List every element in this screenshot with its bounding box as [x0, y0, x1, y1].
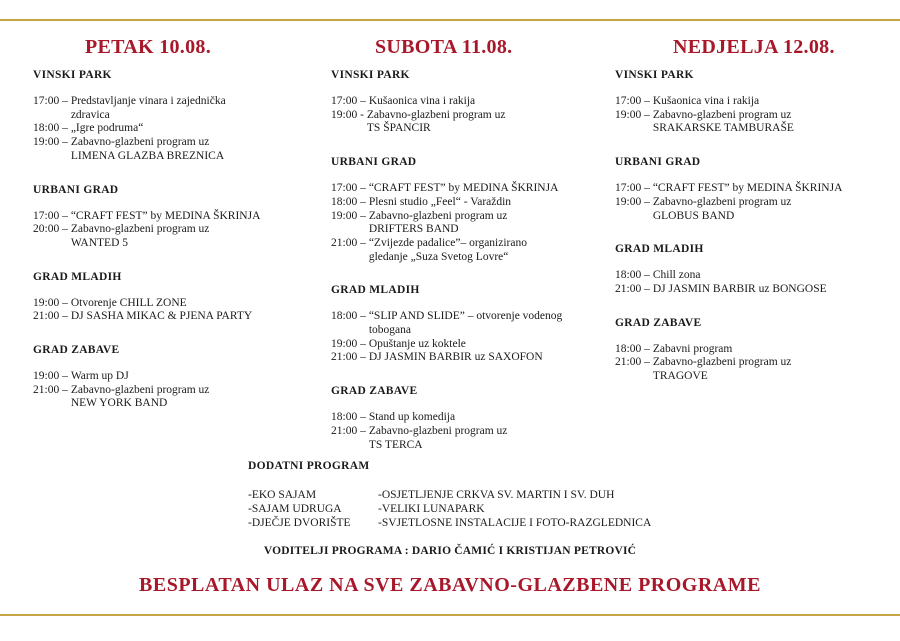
- additional-item: -VELIKI LUNAPARK: [378, 503, 485, 515]
- venue-heading: GRAD ZABAVE: [33, 344, 120, 357]
- event-row: [615, 95, 880, 109]
- event-description: [650, 95, 759, 109]
- event-time: 21:00 –: [331, 424, 366, 437]
- event-time: 17:00 –: [331, 95, 366, 107]
- event-time: 21:00 –: [331, 236, 366, 249]
- event-line: LIMENA GLAZBA BREZNICA: [70, 149, 225, 162]
- event-time: 19:00 –: [33, 370, 68, 383]
- additional-item: -DJEČJE DVORIŠTE: [248, 517, 351, 529]
- venue-heading: GRAD ZABAVE: [615, 316, 702, 329]
- event-line: Zabavno-glazbeni program uz: [70, 223, 210, 236]
- event-line: tobogana: [368, 324, 411, 337]
- event-description: [68, 297, 187, 311]
- event-row: [331, 95, 596, 109]
- event-line: Opuštanje uz koktele: [368, 337, 466, 350]
- event-list: [33, 210, 298, 251]
- event-list: [331, 310, 596, 365]
- event-line: gledanje „Suza Svetog Lovre“: [368, 250, 509, 263]
- top-gold-rule: [0, 19, 900, 21]
- event-row: [33, 223, 298, 250]
- free-entry-banner: BESPLATAN ULAZ NA SVE ZABAVNO-GLAZBENE PROGRAME: [139, 574, 761, 596]
- bottom-gold-rule: [0, 614, 900, 616]
- event-line: Stand up komedija: [368, 411, 456, 424]
- event-row: [33, 122, 298, 136]
- event-description: [650, 356, 792, 383]
- event-time: 18:00 –: [615, 269, 650, 282]
- event-list: [615, 95, 880, 136]
- event-row: [331, 182, 596, 196]
- event-row: [33, 95, 298, 122]
- event-row: [33, 370, 298, 384]
- event-time: 19:00 –: [33, 136, 68, 149]
- venue-heading: GRAD MLADIH: [331, 284, 420, 297]
- event-line: DJ JASMIN BARBIR uz BONGOSE: [652, 282, 827, 295]
- additional-program: [248, 460, 848, 530]
- event-description: [650, 182, 843, 196]
- venue-list: [331, 69, 596, 452]
- event-line: DJ JASMIN BARBIR uz SAXOFON: [368, 351, 543, 364]
- event-description: [68, 95, 226, 122]
- additional-program-right: [378, 488, 651, 530]
- event-time: 17:00 –: [615, 182, 650, 195]
- event-description: [68, 136, 224, 163]
- event-row: [331, 210, 596, 237]
- additional-item: -SVJETLOSNE INSTALACIJE I FOTO-RAZGLEDNICA: [378, 517, 652, 529]
- event-row: [33, 210, 298, 224]
- event-line: Plesni studio „Feel“ - Varaždin: [368, 195, 512, 208]
- event-row: [33, 136, 298, 163]
- event-description: [366, 338, 466, 352]
- event-time: 19:00 –: [331, 337, 366, 350]
- event-time: 19:00 –: [615, 195, 650, 208]
- event-description: [366, 237, 527, 264]
- event-line: Zabavni program: [652, 342, 733, 355]
- event-description: [650, 109, 794, 136]
- event-row: [331, 109, 596, 136]
- day-title: PETAK 10.08.: [85, 36, 212, 58]
- event-description: [68, 384, 210, 411]
- event-time: 18:00 –: [331, 195, 366, 208]
- event-line: Kušaonica vina i rakija: [368, 95, 476, 107]
- day-column-saturday: [331, 36, 596, 472]
- event-time: 17:00 –: [331, 182, 366, 195]
- event-line: “CRAFT FEST” by MEDINA ŠKRINJA: [652, 182, 843, 195]
- event-line: WANTED 5: [70, 236, 128, 249]
- event-line: “Zvijezde padalice”– organizirano: [368, 236, 527, 249]
- venue-heading: GRAD MLADIH: [615, 243, 704, 256]
- event-time: 20:00 –: [33, 223, 68, 236]
- event-list: [615, 343, 880, 384]
- event-line: DJ SASHA MIKAC & PJENA PARTY: [70, 310, 253, 323]
- event-time: 17:00 –: [33, 209, 68, 222]
- event-row: [33, 297, 298, 311]
- event-row: [331, 351, 596, 365]
- additional-program-grid: [248, 488, 848, 530]
- event-time: 19:00 –: [33, 296, 68, 309]
- event-line: “CRAFT FEST” by MEDINA ŠKRINJA: [368, 182, 559, 195]
- day-title: SUBOTA 11.08.: [375, 36, 513, 58]
- venue-heading: VINSKI PARK: [331, 69, 410, 81]
- additional-item: -OSJETLJENJE CRKVA SV. MARTIN I SV. DUH: [378, 489, 615, 501]
- additional-item: -EKO SAJAM: [248, 489, 317, 501]
- event-line: Predstavljanje vinara i zajednička: [70, 95, 226, 107]
- event-time: 19:00 –: [331, 209, 366, 222]
- event-row: [331, 196, 596, 210]
- day-column-sunday: [615, 36, 880, 404]
- event-row: [331, 237, 596, 264]
- venue-heading: VINSKI PARK: [615, 69, 694, 81]
- event-line: Zabavno-glazbeni program uz: [70, 383, 210, 396]
- event-line: Zabavno-glazbeni program uz: [368, 424, 508, 437]
- event-list: [33, 370, 298, 411]
- event-description: [366, 351, 543, 365]
- event-description: [650, 269, 701, 283]
- event-description: [366, 425, 508, 452]
- event-description: [68, 310, 252, 324]
- venue-heading: GRAD ZABAVE: [331, 385, 418, 398]
- event-line: DRIFTERS BAND: [368, 223, 459, 236]
- event-line: Zabavno-glazbeni program uz: [652, 195, 792, 208]
- event-line: TS TERCA: [368, 438, 423, 451]
- event-list: [331, 95, 596, 136]
- day-title: NEDJELJA 12.08.: [673, 36, 835, 58]
- event-time: 19:00 –: [615, 108, 650, 121]
- event-line: Zabavno-glazbeni program uz: [366, 108, 506, 121]
- additional-item: -SAJAM UDRUGA: [248, 503, 342, 515]
- event-description: [68, 223, 210, 250]
- event-time: 21:00 –: [615, 356, 650, 369]
- venue-heading: URBANI GRAD: [615, 156, 701, 169]
- event-line: zdravica: [70, 108, 110, 121]
- event-time: 18:00 –: [33, 122, 68, 135]
- event-line: Zabavno-glazbeni program uz: [652, 108, 792, 121]
- event-list: [33, 297, 298, 324]
- event-line: Otvorenje CHILL ZONE: [70, 296, 187, 309]
- event-description: [650, 283, 827, 297]
- event-row: [615, 343, 880, 357]
- event-time: 21:00 –: [331, 351, 366, 364]
- event-description: [68, 122, 143, 136]
- event-description: [68, 370, 129, 384]
- venue-list: [615, 69, 880, 384]
- event-description: [366, 182, 559, 196]
- event-line: Zabavno-glazbeni program uz: [368, 209, 508, 222]
- event-row: [331, 411, 596, 425]
- event-description: [366, 310, 562, 337]
- event-row: [33, 310, 298, 324]
- event-list: [33, 95, 298, 164]
- event-row: [615, 283, 880, 297]
- event-description: [366, 95, 475, 109]
- program-hosts: VODITELJI PROGRAMA : DARIO ČAMIĆ I KRISTIJAN PETROVIĆ: [263, 545, 637, 557]
- event-row: [615, 196, 880, 223]
- event-line: NEW YORK BAND: [70, 397, 168, 410]
- event-description: [68, 210, 261, 224]
- event-description: [650, 343, 733, 357]
- event-line: SRAKARSKE TAMBURAŠE: [652, 122, 794, 135]
- event-line: Chill zona: [652, 269, 701, 282]
- event-row: [615, 182, 880, 196]
- additional-program-left: [248, 488, 378, 530]
- event-line: „Igre podruma“: [70, 122, 144, 135]
- event-line: “SLIP AND SLIDE” – otvorenje vodenog: [368, 310, 563, 323]
- event-row: [33, 384, 298, 411]
- event-list: [615, 182, 880, 223]
- venue-heading: VINSKI PARK: [33, 69, 112, 81]
- event-line: “CRAFT FEST” by MEDINA ŠKRINJA: [70, 209, 261, 222]
- venue-heading: URBANI GRAD: [331, 156, 417, 169]
- event-time: 18:00 –: [615, 342, 650, 355]
- event-row: [331, 425, 596, 452]
- venue-list: [33, 69, 298, 411]
- event-row: [615, 356, 880, 383]
- venue-heading: GRAD MLADIH: [33, 270, 122, 283]
- event-description: [366, 196, 511, 210]
- event-time: 17:00 –: [33, 95, 68, 107]
- event-time: 19:00 -: [331, 108, 364, 121]
- event-description: [366, 411, 455, 425]
- day-column-friday: [33, 36, 298, 431]
- event-description: [366, 210, 508, 237]
- event-time: 18:00 –: [331, 310, 366, 323]
- additional-program-title: DODATNI PROGRAM: [248, 460, 370, 472]
- event-time: 21:00 –: [33, 383, 68, 396]
- event-description: [650, 196, 792, 223]
- event-list: [331, 411, 596, 452]
- event-row: [331, 310, 596, 337]
- venue-heading: URBANI GRAD: [33, 183, 119, 196]
- event-list: [331, 182, 596, 264]
- event-row: [615, 269, 880, 283]
- event-line: Zabavno-glazbeni program uz: [652, 356, 792, 369]
- event-line: TRAGOVE: [652, 370, 708, 383]
- event-line: Zabavno-glazbeni program uz: [70, 136, 210, 149]
- event-time: 17:00 –: [615, 95, 650, 107]
- event-list: [615, 269, 880, 296]
- event-line: Kušaonica vina i rakija: [652, 95, 760, 107]
- event-time: 21:00 –: [615, 282, 650, 295]
- event-row: [331, 338, 596, 352]
- event-time: 18:00 –: [331, 411, 366, 424]
- event-time: 21:00 –: [33, 310, 68, 323]
- event-row: [615, 109, 880, 136]
- event-description: [364, 109, 506, 136]
- event-line: TS ŠPANCIR: [366, 122, 431, 135]
- event-line: GLOBUS BAND: [652, 209, 735, 222]
- event-line: Warm up DJ: [70, 370, 129, 383]
